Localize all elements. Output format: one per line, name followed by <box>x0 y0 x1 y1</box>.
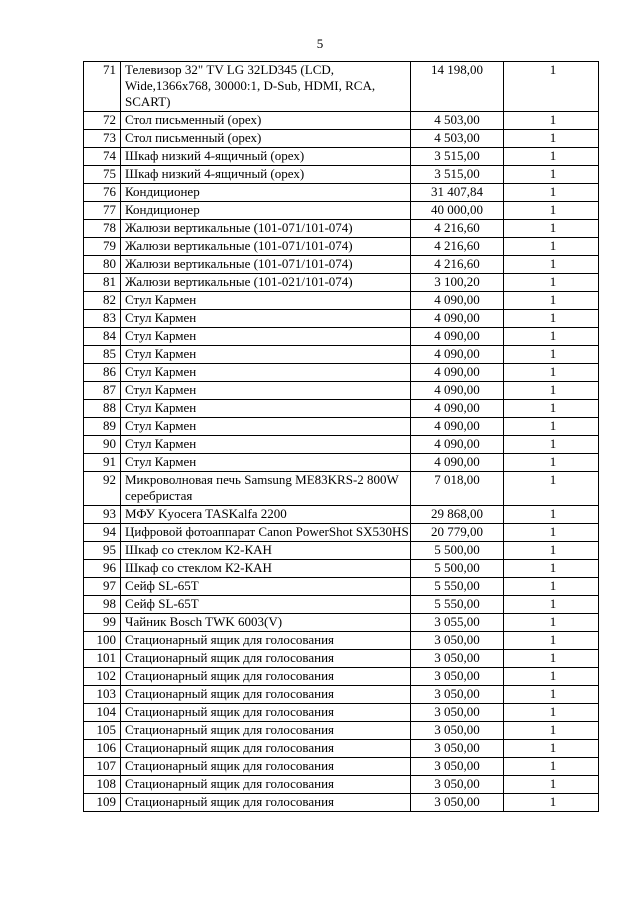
item-price-cell: 5 550,00 <box>411 596 504 614</box>
item-name-cell: Стационарный ящик для голосования <box>121 722 411 740</box>
row-number-cell: 71 <box>84 62 121 112</box>
table-row <box>84 346 599 364</box>
item-name-cell: Жалюзи вертикальные (101-071/101-074) <box>121 256 411 274</box>
row-number-cell: 98 <box>84 596 121 614</box>
row-number-cell: 74 <box>84 148 121 166</box>
row-number-cell: 106 <box>84 740 121 758</box>
item-name-cell: Стационарный ящик для голосования <box>121 776 411 794</box>
row-number-cell: 96 <box>84 560 121 578</box>
page-number: 5 <box>316 36 324 51</box>
item-price-cell: 3 050,00 <box>411 722 504 740</box>
table-row <box>84 436 599 454</box>
item-name-cell: Стул Кармен <box>121 292 411 310</box>
item-quantity-cell: 1 <box>504 472 599 506</box>
table-row <box>84 794 599 812</box>
item-name-cell: Шкаф низкий 4-ящичный (орех) <box>121 166 411 184</box>
table-row <box>84 542 599 560</box>
item-price-cell: 4 090,00 <box>411 310 504 328</box>
table-row <box>84 112 599 130</box>
item-price-cell: 4 090,00 <box>411 382 504 400</box>
table-row <box>84 202 599 220</box>
row-number-cell: 89 <box>84 418 121 436</box>
item-price-cell: 3 050,00 <box>411 632 504 650</box>
item-name-cell: Стационарный ящик для голосования <box>121 650 411 668</box>
row-number-cell: 91 <box>84 454 121 472</box>
item-quantity-cell: 1 <box>504 668 599 686</box>
table-row <box>84 166 599 184</box>
item-price-cell: 4 090,00 <box>411 364 504 382</box>
row-number-cell: 79 <box>84 238 121 256</box>
row-number-cell: 94 <box>84 524 121 542</box>
row-number-cell: 100 <box>84 632 121 650</box>
item-price-cell: 4 090,00 <box>411 418 504 436</box>
row-number-cell: 80 <box>84 256 121 274</box>
item-name-cell: Сейф SL-65T <box>121 578 411 596</box>
item-quantity-cell: 1 <box>504 400 599 418</box>
row-number-cell: 109 <box>84 794 121 812</box>
item-name-cell: Стол письменный (орех) <box>121 130 411 148</box>
item-price-cell: 5 550,00 <box>411 578 504 596</box>
item-name-cell: Кондиционер <box>121 184 411 202</box>
item-price-cell: 20 779,00 <box>411 524 504 542</box>
item-quantity-cell: 1 <box>504 650 599 668</box>
item-quantity-cell: 1 <box>504 310 599 328</box>
row-number-cell: 77 <box>84 202 121 220</box>
row-number-cell: 75 <box>84 166 121 184</box>
table-row <box>84 238 599 256</box>
item-quantity-cell: 1 <box>504 758 599 776</box>
item-name-cell: Стол письменный (орех) <box>121 112 411 130</box>
table-row <box>84 62 599 112</box>
table-row <box>84 454 599 472</box>
row-number-cell: 99 <box>84 614 121 632</box>
item-quantity-cell: 1 <box>504 62 599 112</box>
row-number-cell: 76 <box>84 184 121 202</box>
item-price-cell: 4 090,00 <box>411 436 504 454</box>
item-name-cell: МФУ Kyocera TASKalfa 2200 <box>121 506 411 524</box>
table-row <box>84 130 599 148</box>
item-quantity-cell: 1 <box>504 740 599 758</box>
item-quantity-cell: 1 <box>504 112 599 130</box>
table-row <box>84 596 599 614</box>
table-row <box>84 560 599 578</box>
item-name-cell: Стул Кармен <box>121 418 411 436</box>
row-number-cell: 108 <box>84 776 121 794</box>
item-quantity-cell: 1 <box>504 722 599 740</box>
table-row <box>84 418 599 436</box>
table-row <box>84 274 599 292</box>
item-price-cell: 3 100,20 <box>411 274 504 292</box>
item-price-cell: 14 198,00 <box>411 62 504 112</box>
row-number-cell: 72 <box>84 112 121 130</box>
row-number-cell: 102 <box>84 668 121 686</box>
table-row <box>84 506 599 524</box>
row-number-cell: 88 <box>84 400 121 418</box>
row-number-cell: 105 <box>84 722 121 740</box>
item-name-cell: Стационарный ящик для голосования <box>121 740 411 758</box>
item-quantity-cell: 1 <box>504 292 599 310</box>
table-row <box>84 686 599 704</box>
item-quantity-cell: 1 <box>504 704 599 722</box>
item-price-cell: 3 515,00 <box>411 148 504 166</box>
item-price-cell: 3 515,00 <box>411 166 504 184</box>
item-quantity-cell: 1 <box>504 130 599 148</box>
item-price-cell: 40 000,00 <box>411 202 504 220</box>
item-quantity-cell: 1 <box>504 542 599 560</box>
item-quantity-cell: 1 <box>504 328 599 346</box>
item-price-cell: 4 216,60 <box>411 256 504 274</box>
item-name-cell: Шкаф низкий 4-ящичный (орех) <box>121 148 411 166</box>
item-name-cell: Стул Кармен <box>121 436 411 454</box>
item-price-cell: 4 216,60 <box>411 238 504 256</box>
item-name-cell: Стационарный ящик для голосования <box>121 632 411 650</box>
item-price-cell: 4 503,00 <box>411 112 504 130</box>
item-name-cell: Стационарный ящик для голосования <box>121 758 411 776</box>
row-number-cell: 97 <box>84 578 121 596</box>
item-name-cell: Стационарный ящик для голосования <box>121 668 411 686</box>
item-name-cell: Телевизор 32" TV LG 32LD345 (LCD, Wide,1366x768, 30000:1, D-Sub, HDMI, RCA, SCART) <box>121 62 411 112</box>
item-price-cell: 4 090,00 <box>411 346 504 364</box>
item-price-cell: 4 090,00 <box>411 328 504 346</box>
table-row <box>84 382 599 400</box>
table-row <box>84 776 599 794</box>
item-name-cell: Шкаф со стеклом К2-КАН <box>121 542 411 560</box>
item-name-cell: Стул Кармен <box>121 382 411 400</box>
item-name-cell: Шкаф со стеклом К2-КАН <box>121 560 411 578</box>
table-row <box>84 364 599 382</box>
item-price-cell: 4 216,60 <box>411 220 504 238</box>
item-name-cell: Стул Кармен <box>121 346 411 364</box>
table-row <box>84 578 599 596</box>
item-quantity-cell: 1 <box>504 166 599 184</box>
row-number-cell: 85 <box>84 346 121 364</box>
item-quantity-cell: 1 <box>504 794 599 812</box>
item-quantity-cell: 1 <box>504 776 599 794</box>
table-row <box>84 292 599 310</box>
item-price-cell: 3 050,00 <box>411 704 504 722</box>
item-quantity-cell: 1 <box>504 578 599 596</box>
item-name-cell: Микроволновая печь Samsung ME83KRS-2 800W серебристая <box>121 472 411 506</box>
item-name-cell: Сейф SL-65T <box>121 596 411 614</box>
row-number-cell: 104 <box>84 704 121 722</box>
item-price-cell: 3 050,00 <box>411 740 504 758</box>
item-name-cell: Стул Кармен <box>121 328 411 346</box>
item-quantity-cell: 1 <box>504 524 599 542</box>
item-quantity-cell: 1 <box>504 184 599 202</box>
item-name-cell: Жалюзи вертикальные (101-071/101-074) <box>121 220 411 238</box>
item-price-cell: 4 090,00 <box>411 454 504 472</box>
row-number-cell: 93 <box>84 506 121 524</box>
table-row <box>84 650 599 668</box>
table-row <box>84 740 599 758</box>
item-price-cell: 5 500,00 <box>411 560 504 578</box>
item-name-cell: Цифровой фотоаппарат Canon PowerShot SX530HS <box>121 524 411 542</box>
row-number-cell: 103 <box>84 686 121 704</box>
row-number-cell: 87 <box>84 382 121 400</box>
table-row <box>84 148 599 166</box>
item-quantity-cell: 1 <box>504 418 599 436</box>
item-name-cell: Стационарный ящик для голосования <box>121 704 411 722</box>
table-row <box>84 704 599 722</box>
item-quantity-cell: 1 <box>504 148 599 166</box>
item-name-cell: Жалюзи вертикальные (101-071/101-074) <box>121 238 411 256</box>
item-quantity-cell: 1 <box>504 506 599 524</box>
table-row <box>84 614 599 632</box>
item-price-cell: 3 050,00 <box>411 668 504 686</box>
item-price-cell: 3 050,00 <box>411 794 504 812</box>
row-number-cell: 95 <box>84 542 121 560</box>
table-row <box>84 310 599 328</box>
item-quantity-cell: 1 <box>504 614 599 632</box>
row-number-cell: 101 <box>84 650 121 668</box>
item-price-cell: 4 090,00 <box>411 400 504 418</box>
item-price-cell: 7 018,00 <box>411 472 504 506</box>
item-name-cell: Жалюзи вертикальные (101-021/101-074) <box>121 274 411 292</box>
item-quantity-cell: 1 <box>504 346 599 364</box>
item-price-cell: 3 050,00 <box>411 776 504 794</box>
item-name-cell: Стул Кармен <box>121 310 411 328</box>
item-name-cell: Стул Кармен <box>121 400 411 418</box>
item-price-cell: 3 050,00 <box>411 758 504 776</box>
item-quantity-cell: 1 <box>504 238 599 256</box>
item-quantity-cell: 1 <box>504 382 599 400</box>
table-row <box>84 524 599 542</box>
item-name-cell: Кондиционер <box>121 202 411 220</box>
item-price-cell: 31 407,84 <box>411 184 504 202</box>
item-name-cell: Стационарный ящик для голосования <box>121 794 411 812</box>
item-quantity-cell: 1 <box>504 202 599 220</box>
item-name-cell: Стул Кармен <box>121 364 411 382</box>
table-row <box>84 758 599 776</box>
item-price-cell: 5 500,00 <box>411 542 504 560</box>
table-row <box>84 184 599 202</box>
item-price-cell: 4 503,00 <box>411 130 504 148</box>
row-number-cell: 73 <box>84 130 121 148</box>
row-number-cell: 90 <box>84 436 121 454</box>
row-number-cell: 92 <box>84 472 121 506</box>
item-quantity-cell: 1 <box>504 632 599 650</box>
item-quantity-cell: 1 <box>504 560 599 578</box>
item-name-cell: Чайник Bosch TWK 6003(V) <box>121 614 411 632</box>
item-quantity-cell: 1 <box>504 256 599 274</box>
item-price-cell: 29 868,00 <box>411 506 504 524</box>
item-price-cell: 4 090,00 <box>411 292 504 310</box>
item-quantity-cell: 1 <box>504 436 599 454</box>
item-price-cell: 3 050,00 <box>411 686 504 704</box>
item-quantity-cell: 1 <box>504 274 599 292</box>
row-number-cell: 78 <box>84 220 121 238</box>
table-row <box>84 328 599 346</box>
row-number-cell: 84 <box>84 328 121 346</box>
inventory-table-body <box>84 62 599 812</box>
table-row <box>84 400 599 418</box>
inventory-table <box>83 61 599 812</box>
table-row <box>84 256 599 274</box>
item-quantity-cell: 1 <box>504 686 599 704</box>
item-name-cell: Стационарный ящик для голосования <box>121 686 411 704</box>
table-row <box>84 632 599 650</box>
row-number-cell: 83 <box>84 310 121 328</box>
table-row <box>84 722 599 740</box>
item-name-cell: Стул Кармен <box>121 454 411 472</box>
item-quantity-cell: 1 <box>504 364 599 382</box>
item-quantity-cell: 1 <box>504 596 599 614</box>
item-quantity-cell: 1 <box>504 220 599 238</box>
row-number-cell: 81 <box>84 274 121 292</box>
row-number-cell: 82 <box>84 292 121 310</box>
row-number-cell: 86 <box>84 364 121 382</box>
item-price-cell: 3 050,00 <box>411 650 504 668</box>
table-row <box>84 472 599 506</box>
table-row <box>84 220 599 238</box>
item-quantity-cell: 1 <box>504 454 599 472</box>
item-price-cell: 3 055,00 <box>411 614 504 632</box>
table-row <box>84 668 599 686</box>
row-number-cell: 107 <box>84 758 121 776</box>
